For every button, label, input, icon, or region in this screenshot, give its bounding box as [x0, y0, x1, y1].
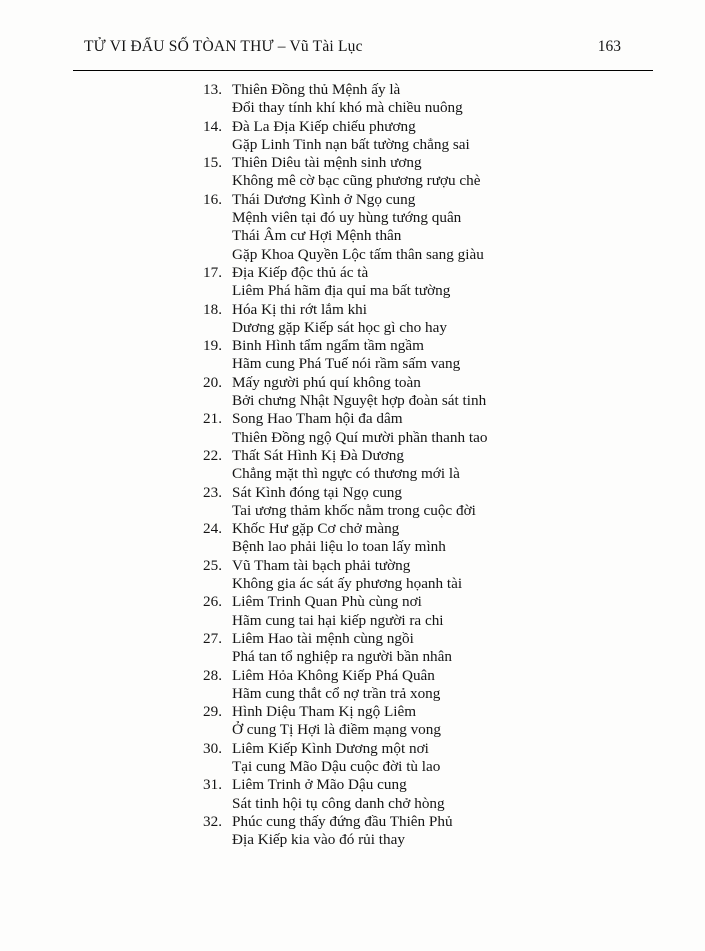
verse-text: Thiên Đồng ngộ Quí mười phần thanh tao	[232, 428, 488, 446]
verse-text: Địa Kiếp độc thủ ác tà	[232, 263, 369, 281]
verse-line	[203, 465, 705, 483]
verse-text: Liêm Kiếp Kình Dương một nơi	[232, 739, 429, 757]
verse-text: Gặp Linh Tinh nạn bất tường chẳng sai	[232, 135, 470, 153]
verse-text: Thiên Diêu tài mệnh sinh ương	[232, 154, 422, 172]
verse-text: Thất Sát Hình Kị Đà Dương	[232, 446, 404, 464]
verse-line	[203, 795, 705, 813]
verse-line	[203, 776, 705, 794]
verse-item	[203, 410, 705, 447]
verse-line	[203, 502, 705, 520]
verse-text: Liêm Phá hãm địa quỉ ma bất tường	[232, 282, 451, 300]
verse-line	[203, 740, 705, 758]
verse-text: Liêm Trinh Quan Phù cùng nơi	[232, 593, 422, 611]
verse-text: Ở cung Tị Hợi là điềm mạng vong	[232, 721, 441, 739]
verse-number: 26.	[203, 593, 222, 611]
verse-text: Không mê cờ bạc cũng phương rượu chè	[232, 172, 481, 190]
verse-line	[203, 813, 705, 831]
verse-text: Khốc Hư gặp Cơ chở màng	[232, 520, 400, 538]
verse-text: Sát tinh hội tụ công danh chở hòng	[232, 794, 445, 812]
verse-line	[203, 429, 705, 447]
verse-text: Phúc cung thấy đứng đầu Thiên Phủ	[232, 812, 453, 830]
verse-text: Tai ương thảm khốc nằm trong cuộc đời	[232, 501, 476, 519]
verse-text: Không gia ác sát ấy phương họanh tài	[232, 575, 463, 593]
verse-text: Thái Âm cư Hợi Mệnh thân	[232, 227, 402, 245]
verse-line	[203, 667, 705, 685]
verse-number: 24.	[203, 520, 222, 538]
verse-line	[203, 612, 705, 630]
page-number: 163	[597, 38, 621, 55]
verse-item	[203, 484, 705, 521]
verse-item	[203, 813, 705, 850]
verse-number: 15.	[203, 154, 222, 172]
verse-text: Tại cung Mão Dậu cuộc đời tù lao	[232, 757, 441, 775]
verse-number: 13.	[203, 81, 222, 98]
verse-text: Liêm Hỏa Không Kiếp Phá Quân	[232, 666, 435, 684]
verse-text: Hãm cung thắt cổ nợ trần trả xong	[232, 684, 441, 702]
book-title: TỬ VI ĐẨU SỐ TÒAN THƯ – Vũ Tài Lục	[84, 38, 363, 55]
verse-number: 17.	[203, 263, 222, 281]
verse-line	[203, 630, 705, 648]
verse-text: Liêm Hao tài mệnh cùng ngồi	[232, 629, 414, 647]
verse-text: Hãm cung tai hại kiếp người ra chi	[232, 611, 444, 629]
verse-item	[203, 593, 705, 630]
verse-item	[203, 447, 705, 484]
verse-number: 18.	[203, 300, 222, 318]
verse-line	[203, 685, 705, 703]
verse-number: 25.	[203, 556, 222, 574]
verse-line	[203, 172, 705, 190]
verse-line	[203, 538, 705, 556]
verse-text: Bởi chưng Nhật Nguyệt hợp đoàn sát tinh	[232, 392, 487, 410]
verse-text: Gặp Khoa Quyền Lộc tấm thân sang giàu	[232, 245, 484, 263]
verse-line	[203, 264, 705, 282]
verse-text: Thái Dương Kình ở Ngọ cung	[232, 190, 416, 208]
verse-text: Mấy người phú quí không toàn	[232, 373, 421, 391]
verse-line	[203, 118, 705, 136]
verse-text: Hóa Kị thi rớt lắm khi	[232, 300, 367, 318]
verse-line	[203, 392, 705, 410]
verse-item	[203, 118, 705, 155]
verse-number: 19.	[203, 337, 222, 355]
verse-line	[203, 721, 705, 739]
verse-item	[203, 667, 705, 704]
verse-line	[203, 484, 705, 502]
verse-item	[203, 264, 705, 301]
header-divider	[73, 70, 653, 71]
verse-line	[203, 703, 705, 721]
verse-item	[203, 337, 705, 374]
verse-number: 23.	[203, 483, 222, 501]
verse-text: Thiên Đồng thủ Mệnh ấy là	[232, 81, 401, 98]
verse-number: 16.	[203, 190, 222, 208]
verse-item	[203, 81, 705, 118]
verse-line	[203, 557, 705, 575]
verse-line	[203, 520, 705, 538]
verse-number: 22.	[203, 446, 222, 464]
verse-number: 32.	[203, 812, 222, 830]
verse-number: 27.	[203, 629, 222, 647]
verse-text: Đà La Địa Kiếp chiếu phương	[232, 117, 416, 135]
verse-line	[203, 81, 705, 99]
verse-line	[203, 227, 705, 245]
verse-number: 29.	[203, 703, 222, 721]
verse-line	[203, 154, 705, 172]
verse-item	[203, 301, 705, 338]
verse-line	[203, 831, 705, 849]
verse-line	[203, 355, 705, 373]
verse-number: 28.	[203, 666, 222, 684]
verse-line	[203, 246, 705, 264]
verse-line	[203, 337, 705, 355]
verse-item	[203, 191, 705, 264]
verse-text: Đổi thay tính khí khó mà chiều nuông	[232, 99, 463, 117]
verse-text: Binh Hình tẩm ngẩm tầm ngầm	[232, 337, 424, 355]
verse-number: 14.	[203, 117, 222, 135]
verse-line	[203, 319, 705, 337]
verse-item	[203, 740, 705, 777]
verse-list	[203, 81, 705, 849]
verse-item	[203, 374, 705, 411]
verse-text: Dương gặp Kiếp sát học gì cho hay	[232, 318, 447, 336]
verse-text: Hình Diệu Tham Kị ngộ Liêm	[232, 703, 417, 721]
verse-line	[203, 136, 705, 154]
verse-number: 21.	[203, 410, 222, 428]
verse-text: Bệnh lao phải liệu lo toan lấy mình	[232, 538, 446, 556]
verse-text: Hãm cung Phá Tuế nói rầm sấm vang	[232, 355, 461, 373]
verse-number: 30.	[203, 739, 222, 757]
verse-line	[203, 575, 705, 593]
verse-number: 31.	[203, 776, 222, 794]
verse-line	[203, 99, 705, 117]
verse-item	[203, 703, 705, 740]
verse-item	[203, 630, 705, 667]
verse-item	[203, 154, 705, 191]
verse-text: Liêm Trinh ở Mão Dậu cung	[232, 776, 407, 794]
verse-text: Song Hao Tham hội đa dâm	[232, 410, 403, 428]
verse-line	[203, 374, 705, 392]
verse-item	[203, 776, 705, 813]
verse-number: 20.	[203, 373, 222, 391]
verse-line	[203, 648, 705, 666]
verse-line	[203, 191, 705, 209]
verse-line	[203, 410, 705, 428]
verse-text: Vũ Tham tài bạch phải tường	[232, 556, 411, 574]
verse-line	[203, 447, 705, 465]
verse-item	[203, 520, 705, 557]
verse-line	[203, 282, 705, 300]
verse-text: Sát Kình đóng tại Ngọ cung	[232, 483, 402, 501]
verse-line	[203, 758, 705, 776]
verse-item	[203, 557, 705, 594]
verse-line	[203, 593, 705, 611]
verse-text: Mệnh viên tại đó uy hùng tướng quân	[232, 209, 462, 227]
verse-line	[203, 301, 705, 319]
page-header	[84, 38, 621, 55]
book-page	[0, 38, 705, 951]
verse-text: Địa Kiếp kia vào đó rủi thay	[232, 831, 405, 849]
verse-text: Chẳng mặt thì ngực có thương mới là	[232, 465, 460, 483]
verse-line	[203, 209, 705, 227]
verse-text: Phá tan tổ nghiệp ra người bần nhân	[232, 648, 452, 666]
